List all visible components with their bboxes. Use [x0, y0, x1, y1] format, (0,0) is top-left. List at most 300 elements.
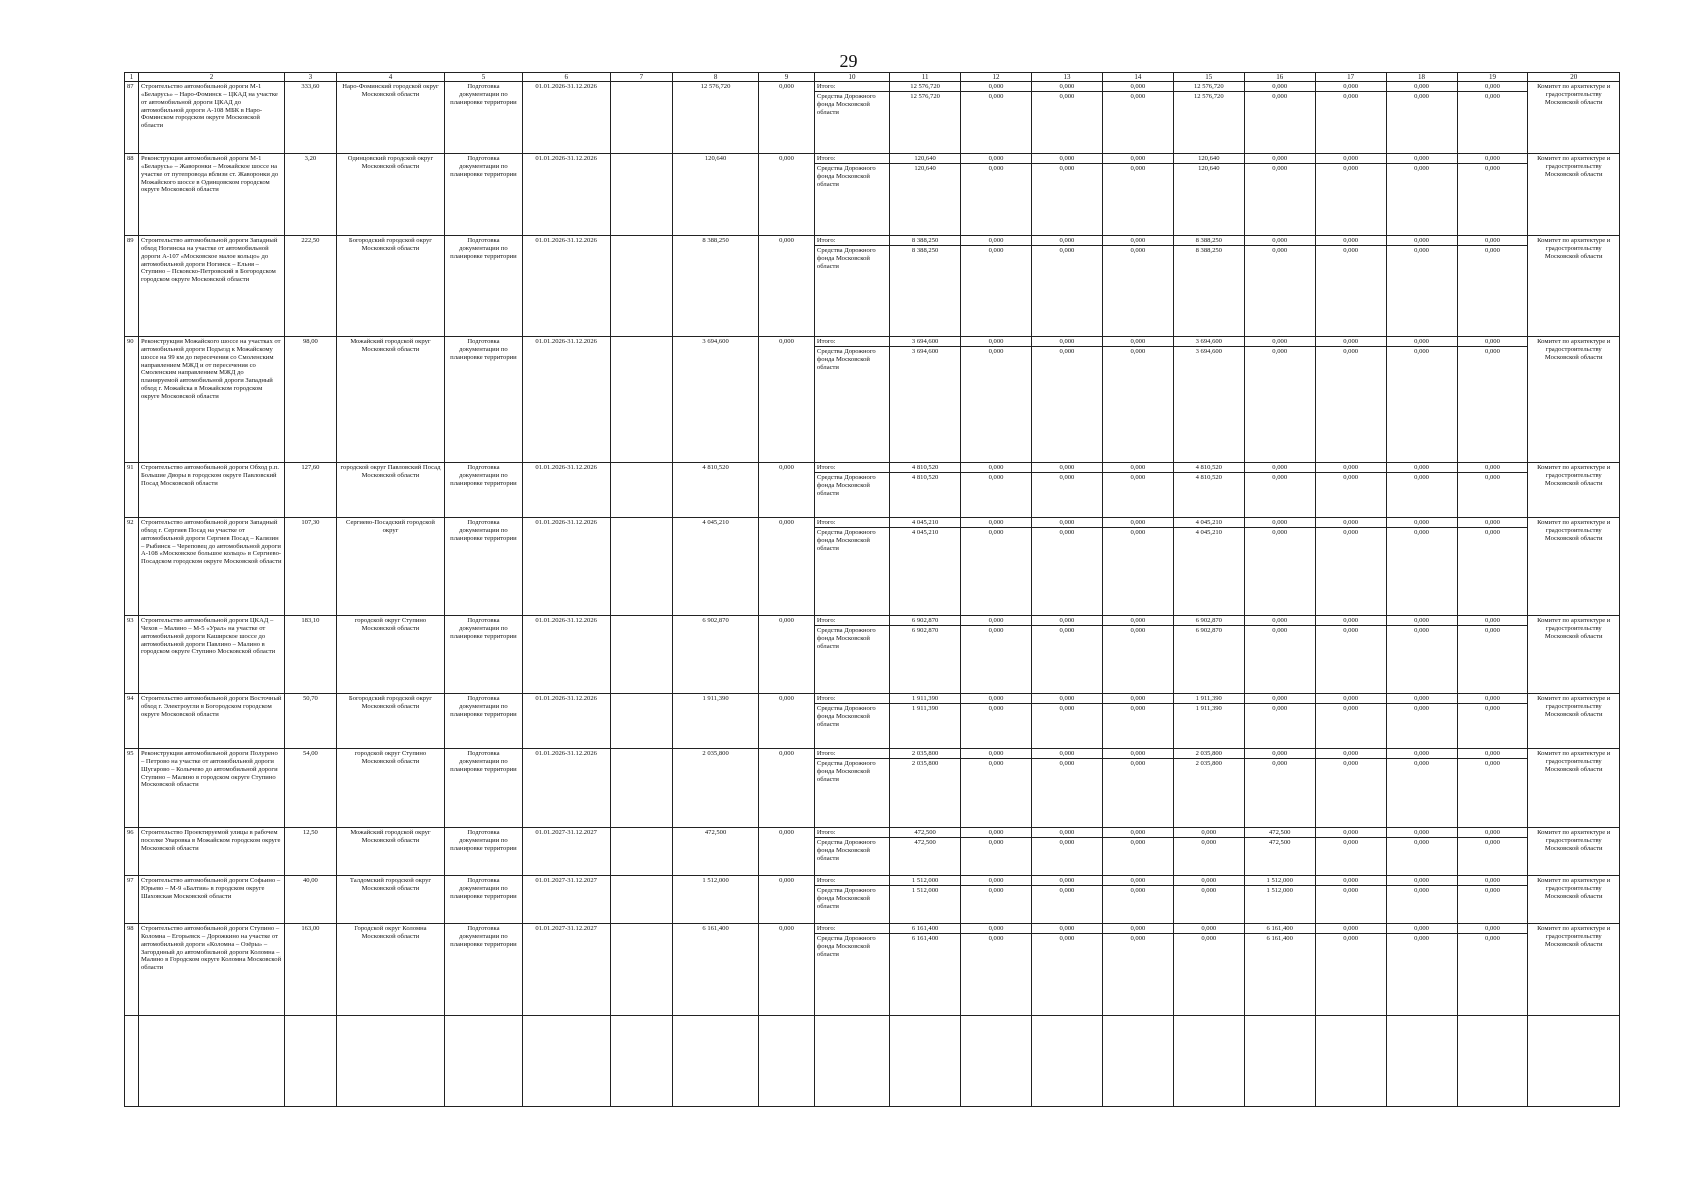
amount-cell [1102, 337, 1173, 463]
length-value: 12,50 [285, 828, 337, 876]
amount-cell [1244, 518, 1315, 616]
total-value: 0,000 [1174, 877, 1244, 886]
stage-text: Подготовка документации по планировке территории [445, 876, 522, 924]
fund-value: 0,000 [1059, 887, 1075, 895]
total-value: 0,000 [1387, 519, 1457, 528]
column-number-header: 11 [890, 73, 961, 82]
cost-value: 4 810,520 [673, 463, 759, 518]
total-value: 1 512,000 [890, 877, 960, 886]
total-value: 0,000 [1387, 237, 1457, 246]
amount-cell [1315, 876, 1386, 924]
fund-value: 0,000 [1414, 247, 1429, 255]
amount-cell [1031, 236, 1102, 337]
fund-label: Средства Дорожного фонда Московской области [816, 705, 876, 728]
amount-cell [1102, 236, 1173, 337]
column-7-value [610, 82, 672, 154]
fund-value: 0,000 [1485, 627, 1500, 635]
amount-cell [1031, 828, 1102, 876]
blank-cell [285, 1016, 337, 1107]
cost-value: 1 512,000 [673, 876, 759, 924]
amount-cell [1031, 518, 1102, 616]
column-number-header: 6 [522, 73, 610, 82]
column-7-value [610, 694, 672, 749]
object-name: Строительство автомобильной дороги ЦКАД – Чехов – Малино – М-5 «Урал» на участке от автомобильной дороги Каширское шоссе до автомобильной дороги Павлино – Малино в городском округе Ступино Московской области [138, 616, 284, 694]
stage-text: Подготовка документации по планировке территории [445, 337, 522, 463]
fund-value: 0,000 [1343, 165, 1359, 173]
blank-cell [522, 1016, 610, 1107]
total-value: 0,000 [1103, 695, 1173, 704]
total-value: 0,000 [1387, 83, 1457, 92]
total-value: 0,000 [1103, 519, 1173, 528]
amount-cell [1244, 876, 1315, 924]
cost-value: 12 576,720 [673, 82, 759, 154]
amount-cell [1315, 337, 1386, 463]
column-number-header: 12 [961, 73, 1032, 82]
total-value: 0,000 [1032, 750, 1102, 759]
amount-cell [1386, 828, 1457, 876]
total-value: 0,000 [1387, 695, 1457, 704]
column-7-value [610, 337, 672, 463]
total-value: 0,000 [961, 925, 1031, 934]
fund-value: 0,000 [1414, 348, 1429, 356]
total-value: 4 045,210 [1174, 519, 1244, 528]
stage-text: Подготовка документации по планировке территории [445, 236, 522, 337]
column-number-header: 2 [138, 73, 284, 82]
total-value: 0,000 [1387, 750, 1457, 759]
fund-value: 0,000 [1343, 93, 1359, 101]
total-value: 0,000 [1103, 877, 1173, 886]
amount-cell [1457, 518, 1528, 616]
column-9-value: 0,000 [759, 236, 815, 337]
amount-cell [1173, 924, 1244, 1016]
total-value: 120,640 [1174, 155, 1244, 164]
column-7-value [610, 876, 672, 924]
blank-cell [610, 1016, 672, 1107]
column-number-row [125, 73, 1620, 82]
responsible-body: Комитет по архитектуре и градостроительству Московской области [1528, 154, 1620, 236]
total-value: 472,500 [890, 829, 960, 838]
total-value: 0,000 [961, 464, 1031, 473]
total-value: 0,000 [1032, 925, 1102, 934]
fund-value: 0,000 [1343, 760, 1359, 768]
total-value: 0,000 [1458, 338, 1528, 347]
table-row [125, 154, 1620, 236]
total-value: 0,000 [1103, 155, 1173, 164]
period-dates: 01.01.2026-31.12.2026 [522, 749, 610, 828]
amount-cell [1031, 876, 1102, 924]
fund-value: 0,000 [1059, 93, 1075, 101]
total-label: Итого: [815, 519, 889, 528]
object-name: Строительство автомобильной дороги Восточный обход г. Электроугли в Богородском городском округе Московской области [138, 694, 284, 749]
fund-value: 3 694,600 [1195, 348, 1222, 356]
stage-text: Подготовка документации по планировке территории [445, 82, 522, 154]
amount-cell [1102, 82, 1173, 154]
fund-value: 0,000 [1343, 529, 1359, 537]
fund-label: Средства Дорожного фонда Московской области [816, 529, 876, 552]
amount-cell [1244, 236, 1315, 337]
amount-cell [890, 154, 961, 236]
column-7-value [610, 463, 672, 518]
length-value: 127,60 [285, 463, 337, 518]
fund-value: 3 694,600 [911, 348, 939, 356]
table-row [125, 236, 1620, 337]
fund-value: 0,000 [1130, 705, 1146, 713]
fund-value: 6 161,400 [1266, 935, 1293, 943]
amount-cell [1244, 337, 1315, 463]
stage-text: Подготовка документации по планировке территории [445, 518, 522, 616]
fund-value: 0,000 [1130, 93, 1146, 101]
amount-cell [1173, 749, 1244, 828]
column-7-value [610, 518, 672, 616]
amount-cell [1315, 749, 1386, 828]
amount-cell [1386, 337, 1457, 463]
fund-value: 0,000 [988, 529, 1004, 537]
column-7-value [610, 616, 672, 694]
fund-value: 0,000 [1343, 839, 1359, 847]
amount-cell [1244, 749, 1315, 828]
funding-source [814, 154, 889, 236]
row-number: 91 [125, 463, 139, 518]
column-9-value: 0,000 [759, 82, 815, 154]
fund-value: 0,000 [1414, 165, 1429, 173]
length-value: 98,00 [285, 337, 337, 463]
fund-value: 0,000 [1414, 529, 1429, 537]
funding-source [814, 236, 889, 337]
total-value: 0,000 [1245, 695, 1315, 704]
length-value: 183,10 [285, 616, 337, 694]
fund-value: 0,000 [1130, 935, 1146, 943]
fund-value: 0,000 [1414, 474, 1429, 482]
total-value: 0,000 [961, 519, 1031, 528]
responsible-body: Комитет по архитектуре и градостроительству Московской области [1528, 749, 1620, 828]
amount-cell [1457, 924, 1528, 1016]
amount-cell [1315, 924, 1386, 1016]
total-value: 0,000 [1032, 338, 1102, 347]
amount-cell [890, 876, 961, 924]
column-7-value [610, 236, 672, 337]
amount-cell [1173, 616, 1244, 694]
responsible-body: Комитет по архитектуре и градостроительству Московской области [1528, 616, 1620, 694]
total-value: 0,000 [961, 83, 1031, 92]
amount-cell [1457, 749, 1528, 828]
fund-value: 0,000 [1485, 247, 1500, 255]
total-value: 6 161,400 [1245, 925, 1315, 934]
total-value: 0,000 [1103, 750, 1173, 759]
fund-value: 0,000 [1059, 348, 1075, 356]
fund-value: 0,000 [1059, 705, 1075, 713]
amount-cell [1244, 82, 1315, 154]
amount-cell [1315, 82, 1386, 154]
total-value: 0,000 [1174, 829, 1244, 838]
stage-text: Подготовка документации по планировке территории [445, 828, 522, 876]
fund-value: 0,000 [988, 348, 1004, 356]
district-name: Наро-Фоминский городской округ Московской области [336, 82, 445, 154]
responsible-body: Комитет по архитектуре и градостроительству Московской области [1528, 463, 1620, 518]
amount-cell [1457, 154, 1528, 236]
amount-cell [1102, 828, 1173, 876]
cost-value: 3 694,600 [673, 337, 759, 463]
blank-cell [1528, 1016, 1620, 1107]
fund-value: 0,000 [1130, 887, 1146, 895]
amount-cell [1031, 82, 1102, 154]
total-value: 1 512,000 [1245, 877, 1315, 886]
fund-value: 0,000 [1343, 247, 1359, 255]
fund-label: Средства Дорожного фонда Московской области [816, 348, 876, 371]
row-number: 90 [125, 337, 139, 463]
column-number-header: 14 [1102, 73, 1173, 82]
total-label: Итого: [815, 925, 889, 934]
stage-text: Подготовка документации по планировке территории [445, 694, 522, 749]
column-9-value: 0,000 [759, 924, 815, 1016]
amount-cell [1173, 337, 1244, 463]
amount-cell [961, 337, 1032, 463]
row-number: 95 [125, 749, 139, 828]
amount-cell [1102, 749, 1173, 828]
total-label: Итого: [815, 464, 889, 473]
fund-value: 6 161,400 [911, 935, 939, 943]
column-9-value: 0,000 [759, 337, 815, 463]
cost-value: 6 161,400 [673, 924, 759, 1016]
fund-label: Средства Дорожного фонда Московской области [816, 165, 876, 188]
amount-cell [1244, 694, 1315, 749]
fund-value: 2 035,800 [911, 760, 939, 768]
page-number: 29 [839, 51, 858, 71]
fund-value: 4 045,210 [1195, 529, 1222, 537]
fund-value: 0,000 [1343, 705, 1359, 713]
total-value: 0,000 [1316, 338, 1386, 347]
amount-cell [1244, 463, 1315, 518]
amount-cell [1102, 694, 1173, 749]
table-row [125, 828, 1620, 876]
length-value: 333,60 [285, 82, 337, 154]
amount-cell [1457, 236, 1528, 337]
amount-cell [961, 236, 1032, 337]
fund-value: 0,000 [1414, 93, 1429, 101]
amount-cell [1102, 924, 1173, 1016]
fund-label: Средства Дорожного фонда Московской области [816, 760, 876, 783]
column-9-value: 0,000 [759, 518, 815, 616]
amount-cell [1031, 694, 1102, 749]
total-label: Итого: [815, 695, 889, 704]
total-value: 0,000 [1458, 519, 1528, 528]
cost-value: 8 388,250 [673, 236, 759, 337]
length-value: 222,50 [285, 236, 337, 337]
amount-cell [1386, 694, 1457, 749]
amount-cell [1244, 154, 1315, 236]
column-number-header: 20 [1528, 73, 1620, 82]
total-value: 12 576,720 [1174, 83, 1244, 92]
total-value: 0,000 [1316, 237, 1386, 246]
amount-cell [1386, 82, 1457, 154]
funding-source [814, 463, 889, 518]
total-value: 8 388,250 [1174, 237, 1244, 246]
cost-value: 4 045,210 [673, 518, 759, 616]
total-value: 0,000 [1316, 750, 1386, 759]
total-value: 0,000 [1032, 519, 1102, 528]
fund-value: 0,000 [988, 627, 1004, 635]
total-value: 3 694,600 [890, 338, 960, 347]
period-dates: 01.01.2027-31.12.2027 [522, 876, 610, 924]
column-7-value [610, 828, 672, 876]
total-value: 0,000 [1316, 617, 1386, 626]
funding-source [814, 337, 889, 463]
column-number-header: 13 [1031, 73, 1102, 82]
total-value: 0,000 [1316, 464, 1386, 473]
fund-value: 0,000 [1130, 627, 1146, 635]
district-name: Сергиево-Посадский городской округ [336, 518, 445, 616]
fund-value: 0,000 [1485, 165, 1500, 173]
fund-value: 120,640 [914, 165, 936, 173]
fund-value: 6 902,870 [911, 627, 939, 635]
stage-text: Подготовка документации по планировке территории [445, 749, 522, 828]
total-label: Итого: [815, 617, 889, 626]
fund-value: 0,000 [1059, 839, 1075, 847]
total-value: 0,000 [1245, 237, 1315, 246]
fund-value: 0,000 [1414, 627, 1429, 635]
total-value: 0,000 [1245, 155, 1315, 164]
amount-cell [1386, 463, 1457, 518]
fund-value: 0,000 [1201, 935, 1217, 943]
total-value: 0,000 [1316, 877, 1386, 886]
column-number-header: 7 [610, 73, 672, 82]
amount-cell [890, 924, 961, 1016]
fund-value: 8 388,250 [1195, 247, 1222, 255]
table-row [125, 924, 1620, 1016]
object-name: Реконструкция автомобильной дороги Полурено – Петрово на участке от автомобильной дороги Шугарово – Колычево до автомобильной дороги Ступино – Малино в городском округе Ступино Московской области [138, 749, 284, 828]
amount-cell [1102, 876, 1173, 924]
amount-cell [961, 749, 1032, 828]
total-value: 0,000 [1458, 695, 1528, 704]
amount-cell [890, 82, 961, 154]
row-number: 92 [125, 518, 139, 616]
length-value: 107,30 [285, 518, 337, 616]
amount-cell [1244, 616, 1315, 694]
total-value: 0,000 [1387, 338, 1457, 347]
total-label: Итого: [815, 237, 889, 246]
amount-cell [890, 518, 961, 616]
fund-value: 0,000 [1201, 839, 1217, 847]
stage-text: Подготовка документации по планировке территории [445, 154, 522, 236]
object-name: Реконструкция автомобильной дороги М-1 «Беларусь» – Жаворонки – Можайское шоссе на участке от путепровода вблизи ст. Жаворонки до Можайского шоссе в Одинцовском городском округе Московской области [138, 154, 284, 236]
cost-value: 2 035,800 [673, 749, 759, 828]
amount-cell [890, 236, 961, 337]
column-7-value [610, 924, 672, 1016]
blank-cell [1102, 1016, 1173, 1107]
total-value: 0,000 [1387, 155, 1457, 164]
blank-cell [1031, 1016, 1102, 1107]
fund-value: 1 512,000 [1266, 887, 1293, 895]
blank-cell [1457, 1016, 1528, 1107]
blank-cell [961, 1016, 1032, 1107]
amount-cell [1315, 518, 1386, 616]
fund-value: 0,000 [988, 839, 1004, 847]
row-number: 89 [125, 236, 139, 337]
fund-value: 0,000 [1414, 760, 1429, 768]
fund-value: 0,000 [1414, 705, 1429, 713]
table-body [125, 82, 1620, 1107]
total-value: 0,000 [1458, 925, 1528, 934]
district-name: Одинцовский городской округ Московской области [336, 154, 445, 236]
period-dates: 01.01.2026-31.12.2026 [522, 518, 610, 616]
fund-value: 0,000 [1272, 529, 1288, 537]
total-value: 0,000 [1458, 750, 1528, 759]
blank-cell [1315, 1016, 1386, 1107]
amount-cell [1031, 616, 1102, 694]
table-row [125, 876, 1620, 924]
column-9-value: 0,000 [759, 616, 815, 694]
district-name: Можайский городской округ Московской области [336, 828, 445, 876]
amount-cell [1031, 463, 1102, 518]
amount-cell [1244, 924, 1315, 1016]
total-label: Итого: [815, 877, 889, 886]
district-name: Можайский городской округ Московской области [336, 337, 445, 463]
blank-cell [1244, 1016, 1315, 1107]
fund-value: 0,000 [1485, 935, 1500, 943]
amount-cell [1173, 828, 1244, 876]
period-dates: 01.01.2026-31.12.2026 [522, 616, 610, 694]
column-7-value [610, 749, 672, 828]
cost-value: 120,640 [673, 154, 759, 236]
fund-value: 12 576,720 [910, 93, 940, 101]
column-9-value: 0,000 [759, 876, 815, 924]
column-9-value: 0,000 [759, 749, 815, 828]
amount-cell [1457, 82, 1528, 154]
total-value: 6 161,400 [890, 925, 960, 934]
fund-value: 12 576,720 [1193, 93, 1224, 101]
total-value: 0,000 [1174, 925, 1244, 934]
amount-cell [890, 828, 961, 876]
total-label: Итого: [815, 829, 889, 838]
fund-value: 0,000 [988, 887, 1004, 895]
total-value: 0,000 [961, 155, 1031, 164]
period-dates: 01.01.2026-31.12.2026 [522, 694, 610, 749]
funding-source [814, 82, 889, 154]
fund-value: 120,640 [1198, 165, 1220, 173]
amount-cell [1173, 82, 1244, 154]
fund-value: 0,000 [988, 165, 1004, 173]
stage-text: Подготовка документации по планировке территории [445, 616, 522, 694]
amount-cell [1386, 924, 1457, 1016]
total-value: 2 035,800 [1174, 750, 1244, 759]
total-value: 0,000 [1103, 617, 1173, 626]
period-dates: 01.01.2026-31.12.2026 [522, 463, 610, 518]
total-value: 0,000 [1103, 83, 1173, 92]
table-row [125, 463, 1620, 518]
fund-value: 0,000 [1485, 474, 1500, 482]
fund-value: 0,000 [1059, 935, 1075, 943]
cost-value: 472,500 [673, 828, 759, 876]
fund-value: 0,000 [1343, 935, 1359, 943]
total-value: 4 810,520 [890, 464, 960, 473]
row-number: 96 [125, 828, 139, 876]
fund-value: 0,000 [1485, 529, 1500, 537]
total-value: 0,000 [1458, 237, 1528, 246]
total-value: 0,000 [961, 237, 1031, 246]
blank-cell [445, 1016, 522, 1107]
fund-value: 0,000 [1272, 627, 1288, 635]
column-number-header: 18 [1386, 73, 1457, 82]
period-dates: 01.01.2026-31.12.2026 [522, 82, 610, 154]
fund-value: 0,000 [1485, 93, 1500, 101]
funding-source [814, 694, 889, 749]
amount-cell [1173, 694, 1244, 749]
fund-label: Средства Дорожного фонда Московской области [816, 887, 876, 910]
column-9-value: 0,000 [759, 463, 815, 518]
amount-cell [1315, 694, 1386, 749]
fund-value: 0,000 [1272, 474, 1288, 482]
table-row [125, 749, 1620, 828]
total-value: 0,000 [1032, 83, 1102, 92]
